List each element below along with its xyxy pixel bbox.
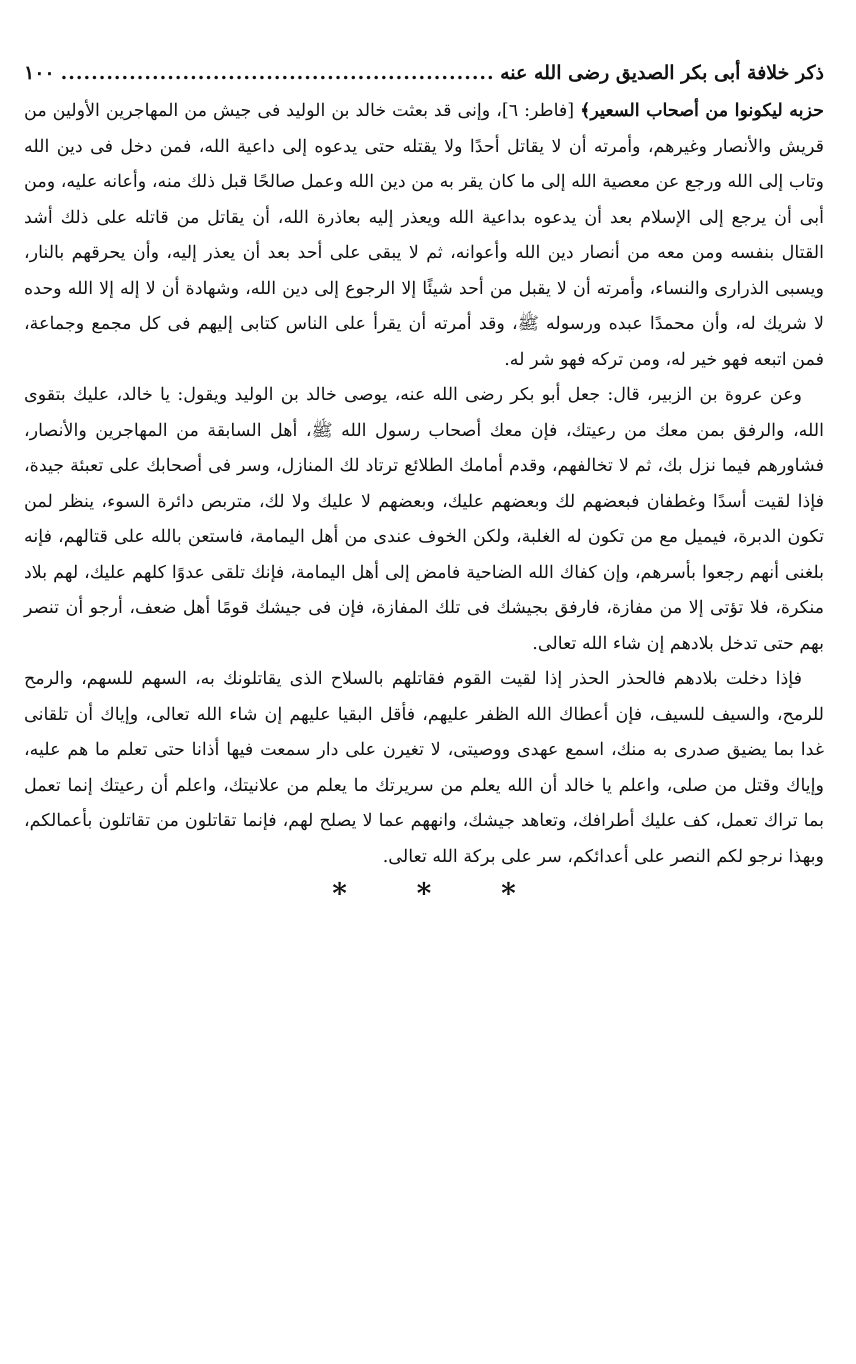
paragraph-text: وعن عروة بن الزبير، قال: جعل أبو بكر رضى الله عنه، يوصى خالد بن الوليد ويقول: يا خالد، عليك بتقوى الله، والرفق بمن معك من رعيتك، فإن معك أصحاب رسول الله ﷺ، أهل السابقة من المهاجرين والأنصار، فشاورهم فيما نزل بك، ثم لا تخالفهم، وقدم أمامك الطلائع ترتاد لك المنازل، وسر فى أصحابك على تعبئة جيدة، فإذا لقيت أسدًا وغطفان فبعضهم لك وبعضهم عليك، وبعضهم لا عليك ولا لك، متربص دائرة السوء، ينظر لمن تكون الدبرة، فيميل مع من تكون له الغلبة، ولكن الخوف عندى من أهل اليمامة، فاستعن بالله على قتالهم، فإنه بلغنى أنهم رجعوا بأسرهم، وإن كفاك الله الضاحية فامض إلى أهل اليمامة، فإنك تلقى عدوًا كلهم عليك، لهم بلاد منكرة، فلا تؤتى إلا من مفازة، فارفق بجيشك فى تلك المفازة، فإن فى جيشك قومًا أهل ضعف، أرجو أن تنصر بهم حتى تدخل بلادهم إن شاء الله تعالى. — [24, 385, 824, 654]
body-text — [24, 94, 824, 875]
paragraph-lead: حزبه ليكونوا من أصحاب السعير﴾ — [580, 101, 824, 121]
section-ornament: * * * — [332, 877, 546, 910]
paragraph-text: [فاطر: ٦]، وإنى قد بعثت خالد بن الوليد فى جيش من المهاجرين الأولين من قريش والأنصار وغيرهم، وأمرته أن لا يقاتل أحدًا ولا يقتله حتى يدعوه إلى داعية الله، فمن دخل فى دين الله وتاب إلى الله ورجع عن معصية الله إلى ما كان يقر به من دين الله وعمل صالحًا قبل ذلك منه، وأعانه عليه، ومن أبى أن يرجع إلى الإسلام بعد أن يدعوه بداعية الله ويعذر إليه بعاذرة الله، أن يقاتل من قاتله على ذلك أشد القتال بنفسه ومن معه من أنصار دين الله وأعوانه، ثم لا يبقى على أحد بعد أن يعذر إليه، وأن يحرقهم بالنار، ويسبى الذرارى والنساء، وأمرته أن لا يقبل من أحد شيئًا إلا الرجوع إلى دين الله، وشهادة أن لا إله إلا الله وحده لا شريك له، وأن محمدًا عبده ورسوله ﷺ، وقد أمرته أن يقرأ على الناس كتابى إليهم فى كل مجمع وجماعة، فمن اتبعه فهو خير له، ومن تركه فهو شر له. — [24, 101, 824, 370]
paragraph-2 — [24, 378, 824, 662]
paragraph-text: فإذا دخلت بلادهم فالحذر الحذر إذا لقيت القوم فقاتلهم بالسلاح الذى يقاتلونك به، السهم للسهم، والرمح للرمح، والسيف للسيف، فإن أعطاك الله الظفر عليهم، فأقل البقيا عليهم إن شاء الله تعالى، وإياك أن تلقانى غدا بما يضيق صدرى به منك، اسمع عهدى ووصيتى، لا تغيرن على دار سمعت فيها أذانا حتى تعلم ما هم عليه، وإياك وقتل من صلى، واعلم يا خالد أن الله يعلم من سريرتك ما يعلم من علانيتك، واعلم أن رعيتك إنما تعمل بما تراك تعمل، كف عليك أطرافك، وتعاهد جيشك، وانههم عما لا يصلح لهم، فإنما تقاتلون من تقاتلون بأعمالكم، وبهذا نرجو لكم النصر على أعدائكم، سر على بركة الله تعالى. — [24, 669, 824, 867]
paragraph-3 — [24, 662, 824, 875]
paragraph-1 — [24, 94, 824, 378]
leader-dots — [61, 58, 494, 88]
chapter-title: ذكر خلافة أبى بكر الصديق رضى الله عنه — [500, 62, 824, 84]
page-number: ١٠٠ — [24, 62, 55, 84]
running-header — [24, 58, 824, 88]
book-page — [24, 58, 824, 910]
